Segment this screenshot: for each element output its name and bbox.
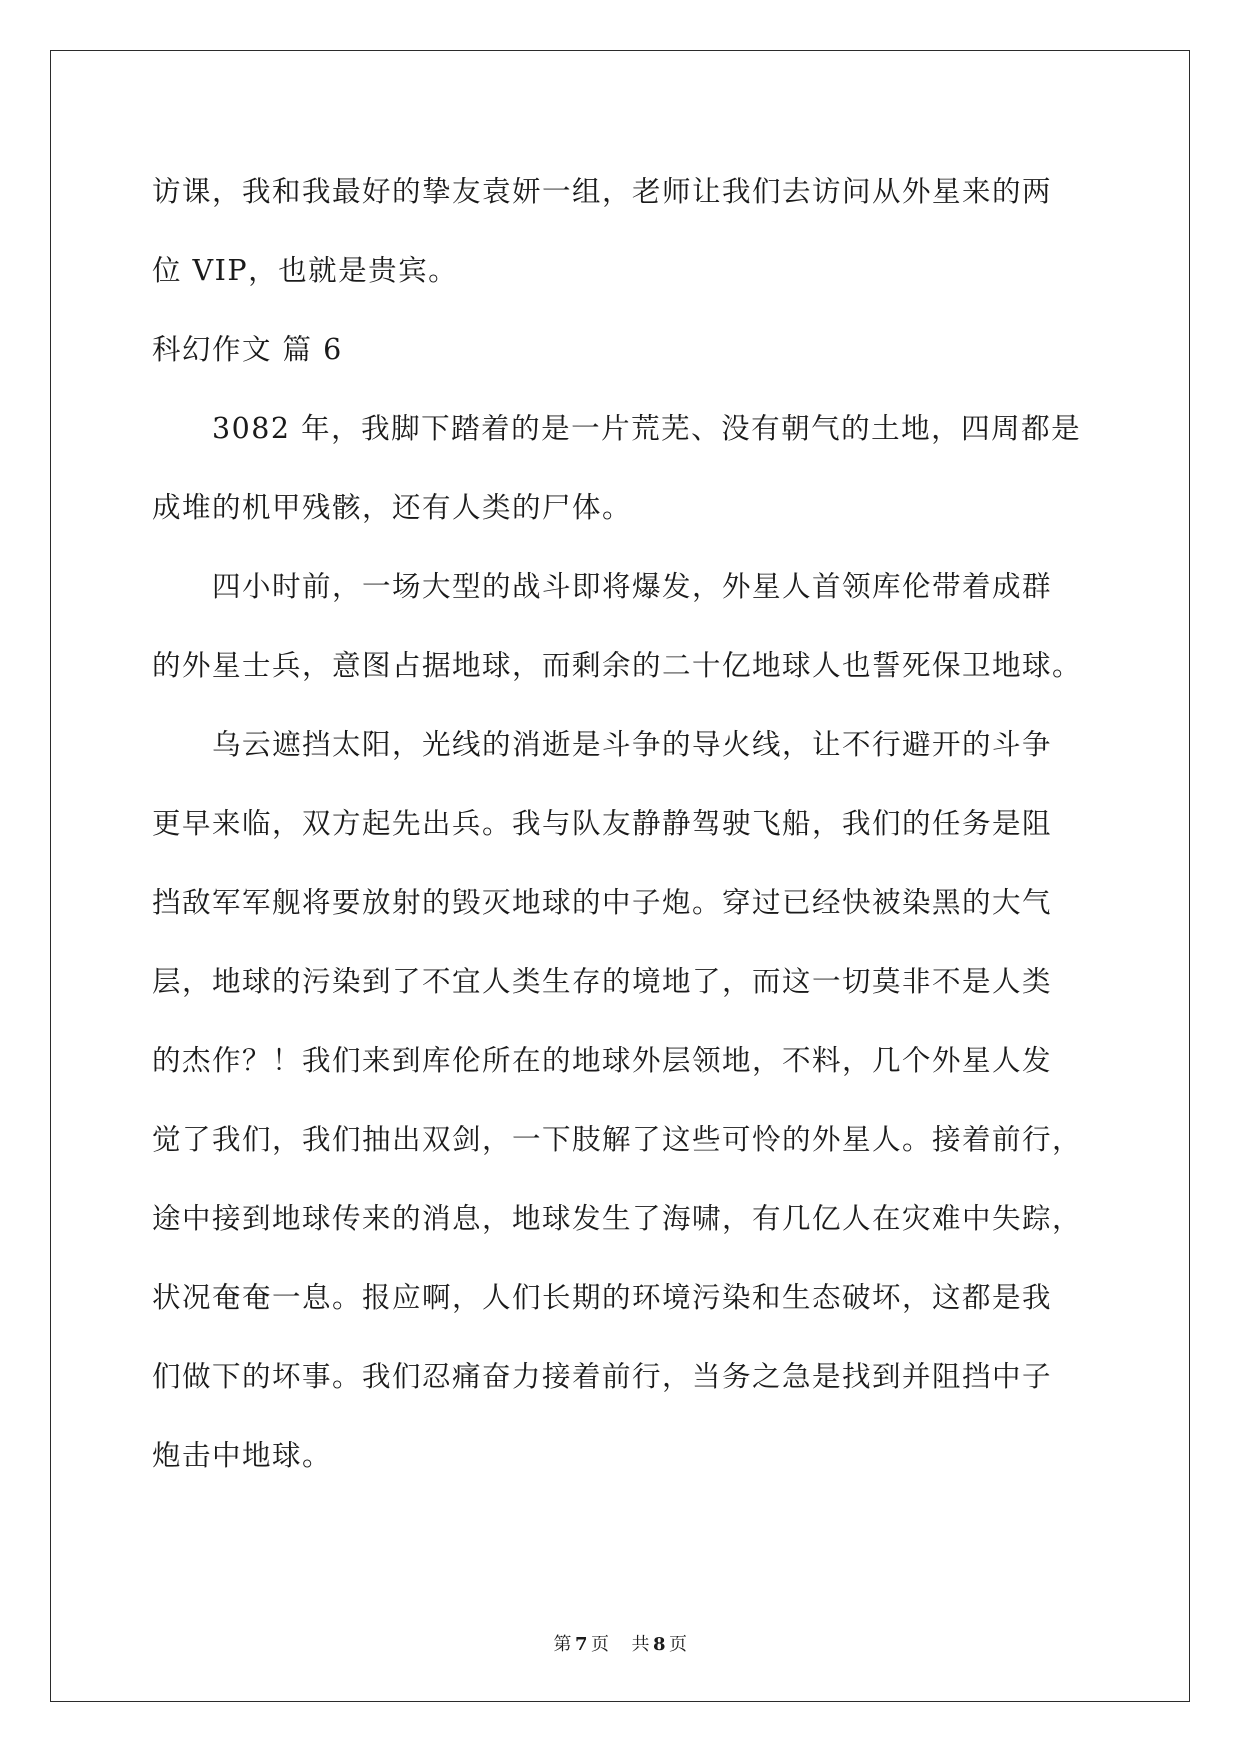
footer-prefix: 第: [553, 1634, 572, 1655]
text-line: 的外星士兵，意图占据地球，而剩余的二十亿地球人也誓死保卫地球。: [152, 649, 1083, 682]
text-line: 炮击中地球。: [152, 1439, 333, 1472]
text-line: 的杰作？！我们来到库伦所在的地球外层领地，不料，几个外星人发: [152, 1044, 1053, 1077]
text-line: 途中接到地球传来的消息，地球发生了海啸，有几亿人在灾难中失踪，: [152, 1202, 1083, 1235]
text-line: 成堆的机甲残骸，还有人类的尸体。: [152, 491, 633, 524]
footer-total-word: 页: [669, 1634, 688, 1655]
total-page-number: 8: [653, 1634, 667, 1655]
current-page-number: 7: [574, 1634, 588, 1655]
text-line: 挡敌军军舰将要放射的毁灭地球的中子炮。穿过已经快被染黑的大气: [152, 886, 1053, 919]
text-line: 觉了我们，我们抽出双剑，一下肢解了这些可怜的外星人。接着前行，: [152, 1123, 1083, 1156]
footer-page-word: 页: [591, 1634, 610, 1655]
paragraph-first-line: 3082 年，我脚下踏着的是一片荒芜、没有朝气的土地，四周都是: [212, 412, 1082, 445]
page-footer: [0, 1630, 1241, 1656]
paragraph-first-line: 四小时前，一场大型的战斗即将爆发，外星人首领库伦带着成群: [212, 570, 1053, 603]
footer-total-prefix: 共: [631, 1634, 650, 1655]
text-line: 访课，我和我最好的挚友袁妍一组，老师让我们去访问从外星来的两: [152, 175, 1053, 208]
paragraph-first-line: 乌云遮挡太阳，光线的消逝是斗争的导火线，让不行避开的斗争: [212, 728, 1053, 761]
section-heading: 科幻作文 篇 6: [152, 333, 343, 366]
text-line: 位 VIP，也就是贵宾。: [152, 254, 459, 287]
text-line: 状况奄奄一息。报应啊，人们长期的环境污染和生态破坏，这都是我: [152, 1281, 1053, 1314]
text-line: 们做下的坏事。我们忍痛奋力接着前行，当务之急是找到并阻挡中子: [152, 1360, 1053, 1393]
document-body: [152, 152, 1092, 1495]
text-line: 层，地球的污染到了不宜人类生存的境地了，而这一切莫非不是人类: [152, 965, 1053, 998]
text-line: 更早来临，双方起先出兵。我与队友静静驾驶飞船，我们的任务是阻: [152, 807, 1053, 840]
